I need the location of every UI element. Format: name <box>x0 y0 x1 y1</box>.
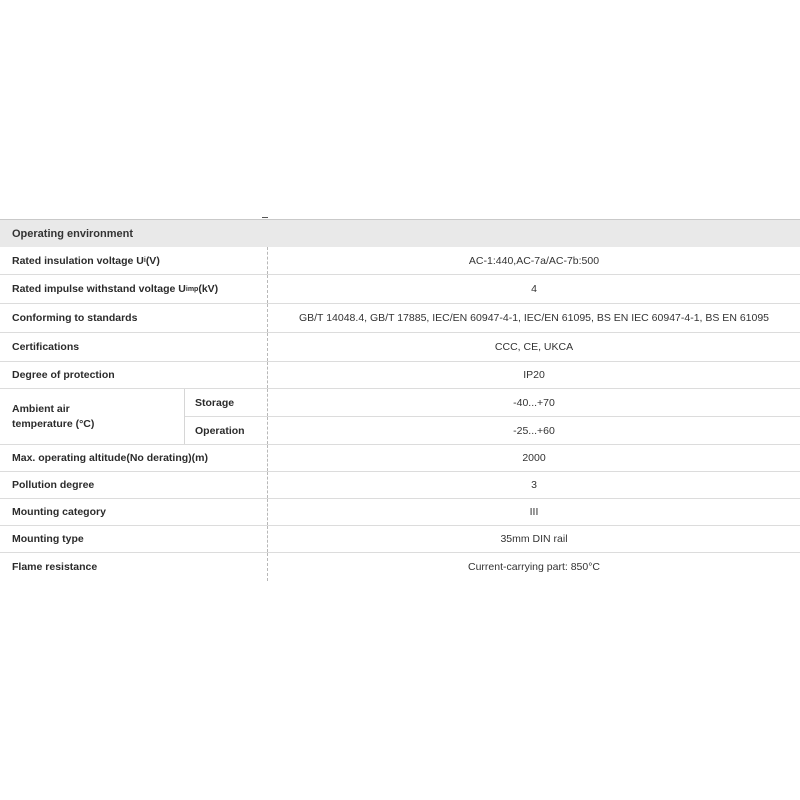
row-value: 35mm DIN rail <box>500 533 568 545</box>
row-flame-resistance <box>0 553 800 581</box>
sub-row-label: Storage <box>185 389 268 416</box>
header-tick-mark <box>262 217 268 218</box>
row-label: Degree of protection <box>0 362 268 388</box>
row-ambient-air-temperature <box>0 389 800 445</box>
row-degree-of-protection <box>0 362 800 389</box>
row-value: 4 <box>531 283 537 295</box>
sub-row-value: -40...+70 <box>513 396 555 409</box>
row-label: Mounting category <box>0 499 268 525</box>
sub-row-storage <box>185 389 800 417</box>
row-value: AC-1:440,AC-7a/AC-7b:500 <box>468 254 600 267</box>
row-conforming-standards <box>0 304 800 333</box>
row-mounting-category <box>0 499 800 526</box>
row-mounting-type <box>0 526 800 553</box>
row-value: CCC, CE, UKCA <box>494 341 574 353</box>
row-value: IP20 <box>523 369 545 381</box>
sub-row-value: -25...+60 <box>513 424 555 437</box>
row-value: 2000 <box>522 452 546 464</box>
section-title: Operating environment <box>12 227 134 240</box>
row-max-operating-altitude <box>0 445 800 472</box>
row-value: III <box>529 506 539 518</box>
row-label: Rated insulation voltage U i (V) <box>0 247 268 274</box>
row-certifications <box>0 333 800 362</box>
row-pollution-degree <box>0 472 800 499</box>
row-label: Max. operating altitude(No derating)(m) <box>0 445 268 471</box>
row-rated-impulse-voltage <box>0 275 800 304</box>
row-label: Mounting type <box>0 526 268 552</box>
row-label: Flame resistance <box>0 553 268 581</box>
row-label: Conforming to standards <box>0 304 268 332</box>
section-header <box>0 219 800 247</box>
row-label: Rated impulse withstand voltage U imp (kV) <box>0 275 268 303</box>
sub-rows <box>185 389 800 444</box>
sub-row-label: Operation <box>185 417 268 444</box>
spec-table <box>0 219 800 581</box>
group-label: Ambient air temperature (°C) <box>0 389 185 444</box>
row-rated-insulation-voltage <box>0 247 800 275</box>
row-value: 3 <box>531 479 537 491</box>
row-label: Certifications <box>0 333 268 361</box>
row-value: GB/T 14048.4, GB/T 17885, IEC/EN 60947-4-1, IEC/EN 61095, BS EN IEC 60947-4-1, BS EN 61095 <box>298 312 770 324</box>
sub-row-operation <box>185 417 800 444</box>
row-label: Pollution degree <box>0 472 268 498</box>
row-value: Current-carrying part: 850°C <box>468 561 600 573</box>
